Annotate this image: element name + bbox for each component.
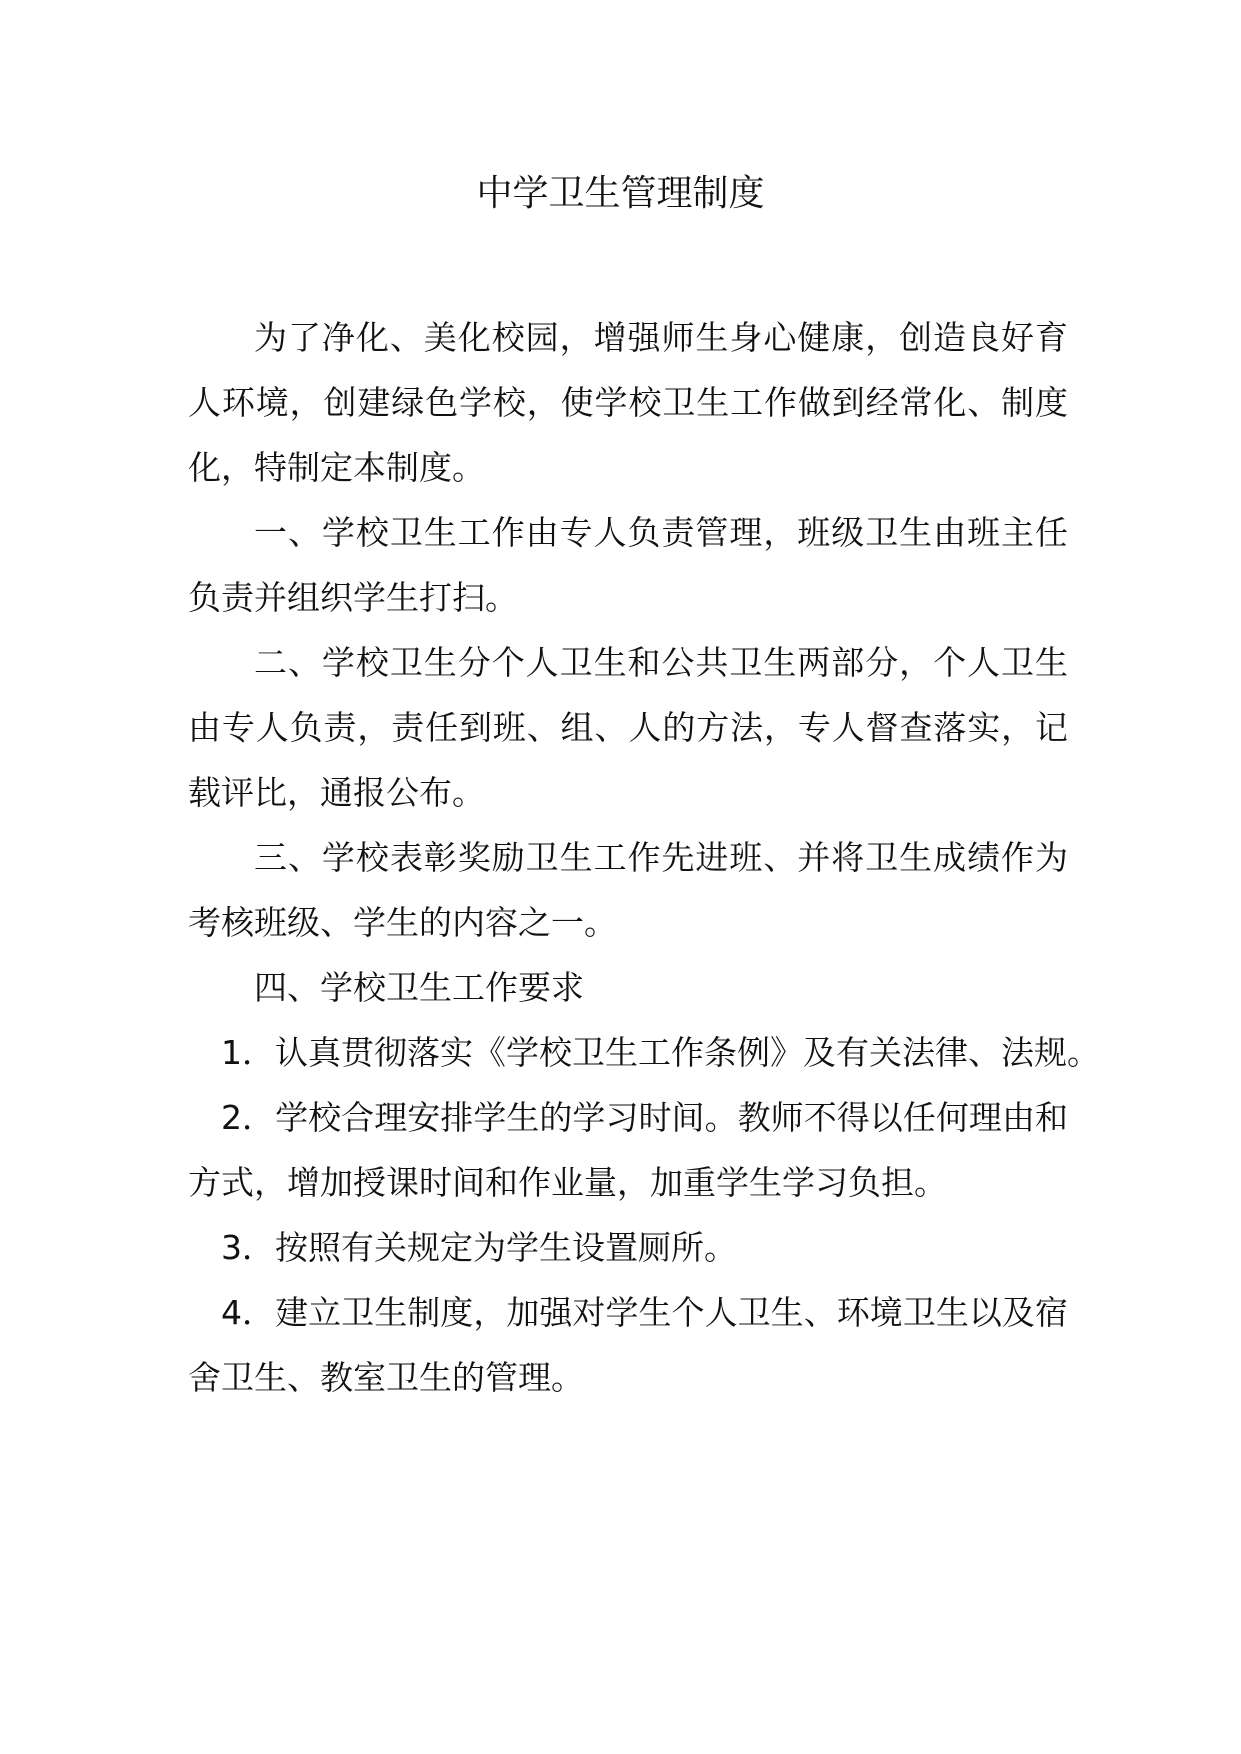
list-item-2: 2．学校合理安排学生的学习时间。教师不得以任何理由和方式，增加授课时间和作业量，加重学生学习负担。 xyxy=(188,1098,1068,1202)
paragraph-section-3: 三、学校表彰奖励卫生工作先进班、并将卫生成绩作为考核班级、学生的内容之一。 xyxy=(188,838,1068,942)
list-item-1: 1．认真贯彻落实《学校卫生工作条例》及有关法律、法规。 xyxy=(221,1033,1100,1072)
list-item-4: 4．建立卫生制度，加强对学生个人卫生、环境卫生以及宿舍卫生、教室卫生的管理。 xyxy=(188,1293,1068,1397)
list-item-3: 3．按照有关规定为学生设置厕所。 xyxy=(221,1228,737,1267)
paragraph-section-2: 二、学校卫生分个人卫生和公共卫生两部分，个人卫生由专人负责，责任到班、组、人的方法，专人督查落实，记载评比，通报公布。 xyxy=(188,643,1068,812)
document-body xyxy=(188,305,1100,1410)
paragraph-intro: 为了净化、美化校园，增强师生身心健康，创造良好育人环境，创建绿色学校，使学校卫生工作做到经常化、制度化，特制定本制度。 xyxy=(188,318,1068,487)
paragraph-section-1: 一、学校卫生工作由专人负责管理，班级卫生由班主任负责并组织学生打扫。 xyxy=(188,513,1068,617)
paragraph-section-4: 四、学校卫生工作要求 xyxy=(254,968,584,1007)
document-title: 中学卫生管理制度 xyxy=(476,173,765,214)
